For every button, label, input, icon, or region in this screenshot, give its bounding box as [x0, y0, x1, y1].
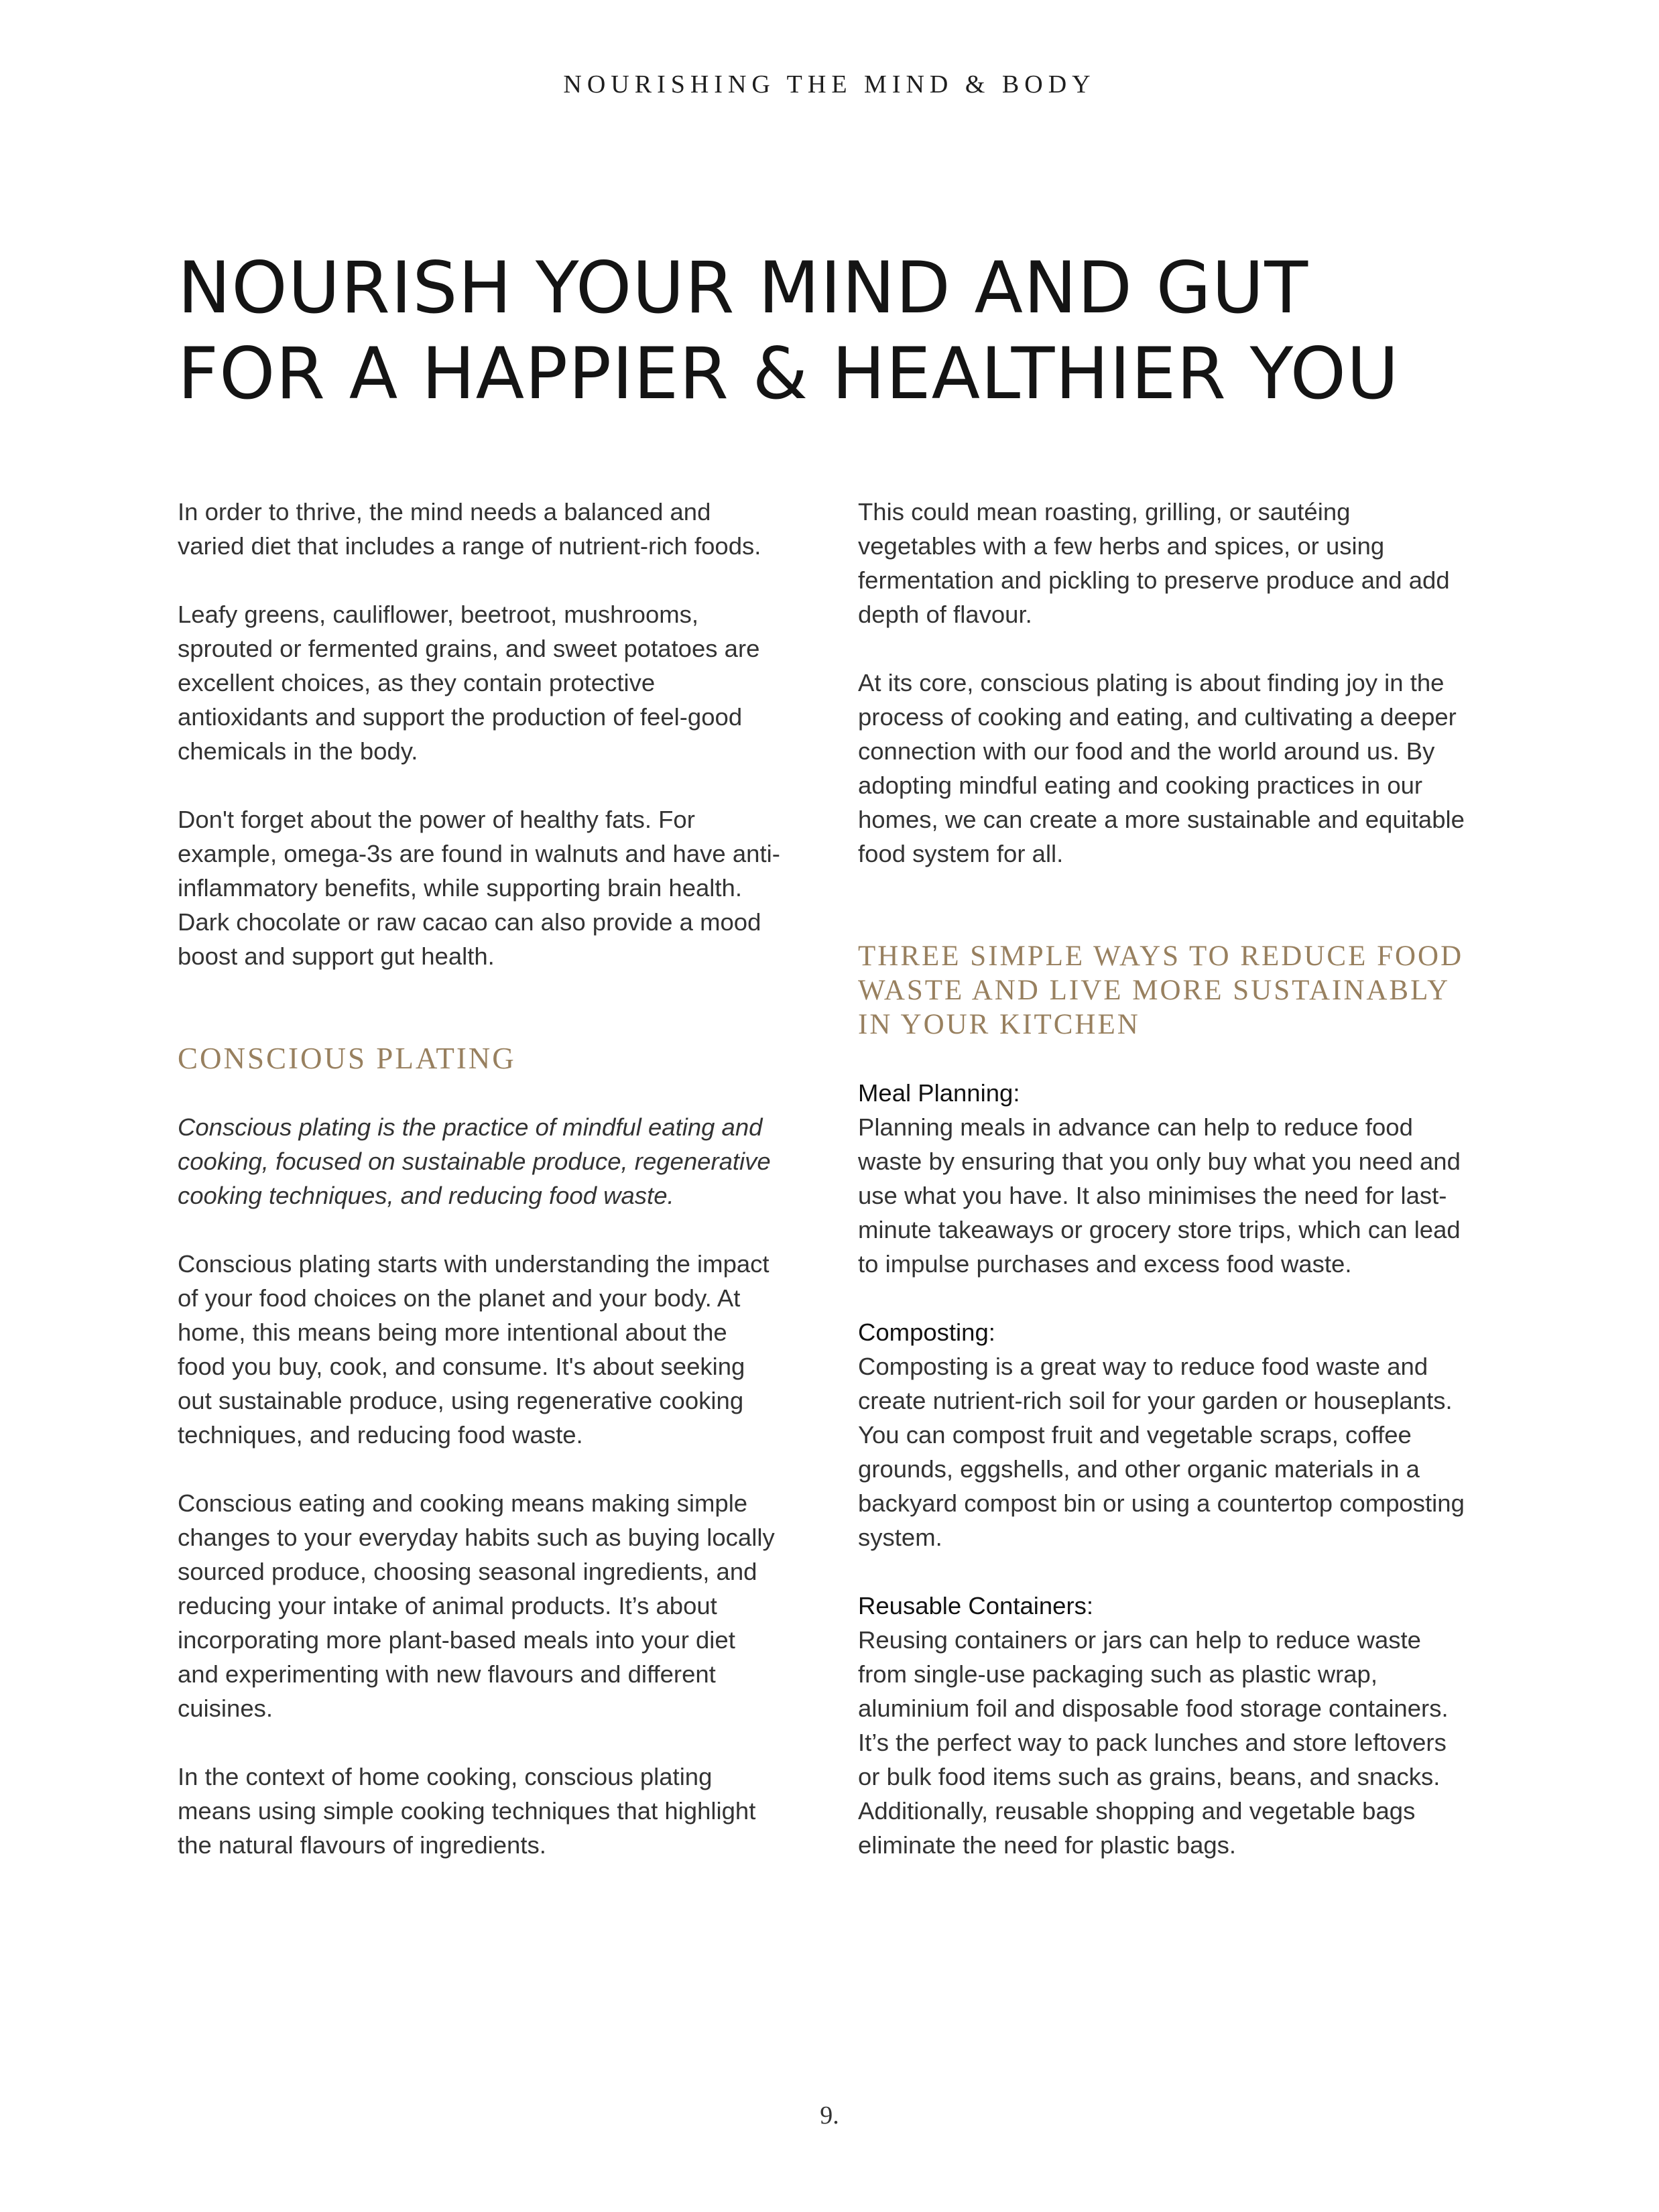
intro-paragraph: Leafy greens, cauliflower, beetroot, mushrooms, sprouted or fermented grains, and sweet potatoes are excellent choices, as they contain protective antioxidants and support the production of feel-good chemicals in the body. — [178, 601, 760, 765]
intro-paragraph: Don't forget about the power of healthy fats. For example, omega-3s are found in walnuts and have anti-inflammatory benefits, while supporting brain health. Dark chocolate or raw cacao can also provide a mood boost and support gut health. — [178, 806, 780, 970]
right-column — [858, 495, 1471, 1896]
tip-body: Composting is a great way to reduce food waste and create nutrient-rich soil for your garden or houseplants. You can compost fruit and vegetable scraps, coffee grounds, eggshells, and other organic materials in a backyard compost bin or using a countertop composting system. — [858, 1353, 1465, 1551]
page-title — [178, 245, 1518, 417]
conscious-plating-intro: Conscious plating is the practice of mindful eating and cooking, focused on sustainable produce, regenerative cooking techniques, and reducing food waste. — [178, 1113, 771, 1209]
body-paragraph: At its core, conscious plating is about finding joy in the process of cooking and eating, and cultivating a deeper connection with our food and the world around us. By adopting mindful eating and cooking practices in our homes, we can create a more sustainable and equitable food system for all. — [858, 669, 1465, 867]
tip-title: Reusable Containers: — [858, 1592, 1094, 1619]
food-waste-tips-heading: THREE SIMPLE WAYS TO REDUCE FOOD WASTE AND LIVE MORE SUSTAINABLY IN YOUR KITCHEN — [858, 940, 1464, 1040]
conscious-plating-paragraph: In the context of home cooking, conscious plating means using simple cooking techniques that highlight the natural flavours of ingredients. — [178, 1763, 756, 1859]
tip-reusable-containers — [858, 1589, 1471, 1862]
conscious-plating-paragraph: Conscious eating and cooking means making simple changes to your everyday habits such as buying locally sourced produce, choosing seasonal ingredients, and reducing your intake of animal products. It’s about incorporating more plant-based meals into your diet and experimenting with new flavours and different cuisines. — [178, 1489, 775, 1722]
tip-title: Meal Planning: — [858, 1079, 1020, 1107]
page-number: 9. — [820, 2101, 839, 2130]
running-header: NOURISHING THE MIND & BODY — [563, 70, 1096, 99]
intro-paragraph: In order to thrive, the mind needs a balanced and varied diet that includes a range of nutrient-rich foods. — [178, 498, 761, 560]
page-title-line-2: FOR A HAPPIER & HEALTHIER YOU — [178, 332, 1400, 415]
tip-meal-planning — [858, 1076, 1471, 1281]
page-title-line-1: NOURISH YOUR MIND AND GUT — [178, 247, 1309, 329]
tip-body: Reusing containers or jars can help to reduce waste from single-use packaging such as plastic wrap, aluminium foil and disposable food storage containers. It’s the perfect way to pack lunches and store leftovers or bulk food items such as grains, beans, and snacks. Additionally, reusable shopping and vegetable bags eliminate the need for plastic bags. — [858, 1626, 1449, 1859]
left-column — [178, 495, 781, 1896]
tip-body: Planning meals in advance can help to reduce food waste by ensuring that you only buy what you need and use what you have. It also minimises the need for last-minute takeaways or grocery store trips, which can lead to impulse purchases and excess food waste. — [858, 1113, 1461, 1278]
body-paragraph: This could mean roasting, grilling, or sautéing vegetables with a few herbs and spices, or using fermentation and pickling to preserve produce and add depth of flavour. — [858, 498, 1450, 628]
tip-title: Composting: — [858, 1318, 995, 1346]
conscious-plating-heading: CONSCIOUS PLATING — [178, 1042, 516, 1075]
tip-composting — [858, 1315, 1471, 1554]
conscious-plating-paragraph: Conscious plating starts with understanding the impact of your food choices on the planet and your body. At home, this means being more intentional about the food you buy, cook, and consume. It's about seeking out sustainable produce, using regenerative cooking techniques, and reducing food waste. — [178, 1250, 770, 1449]
